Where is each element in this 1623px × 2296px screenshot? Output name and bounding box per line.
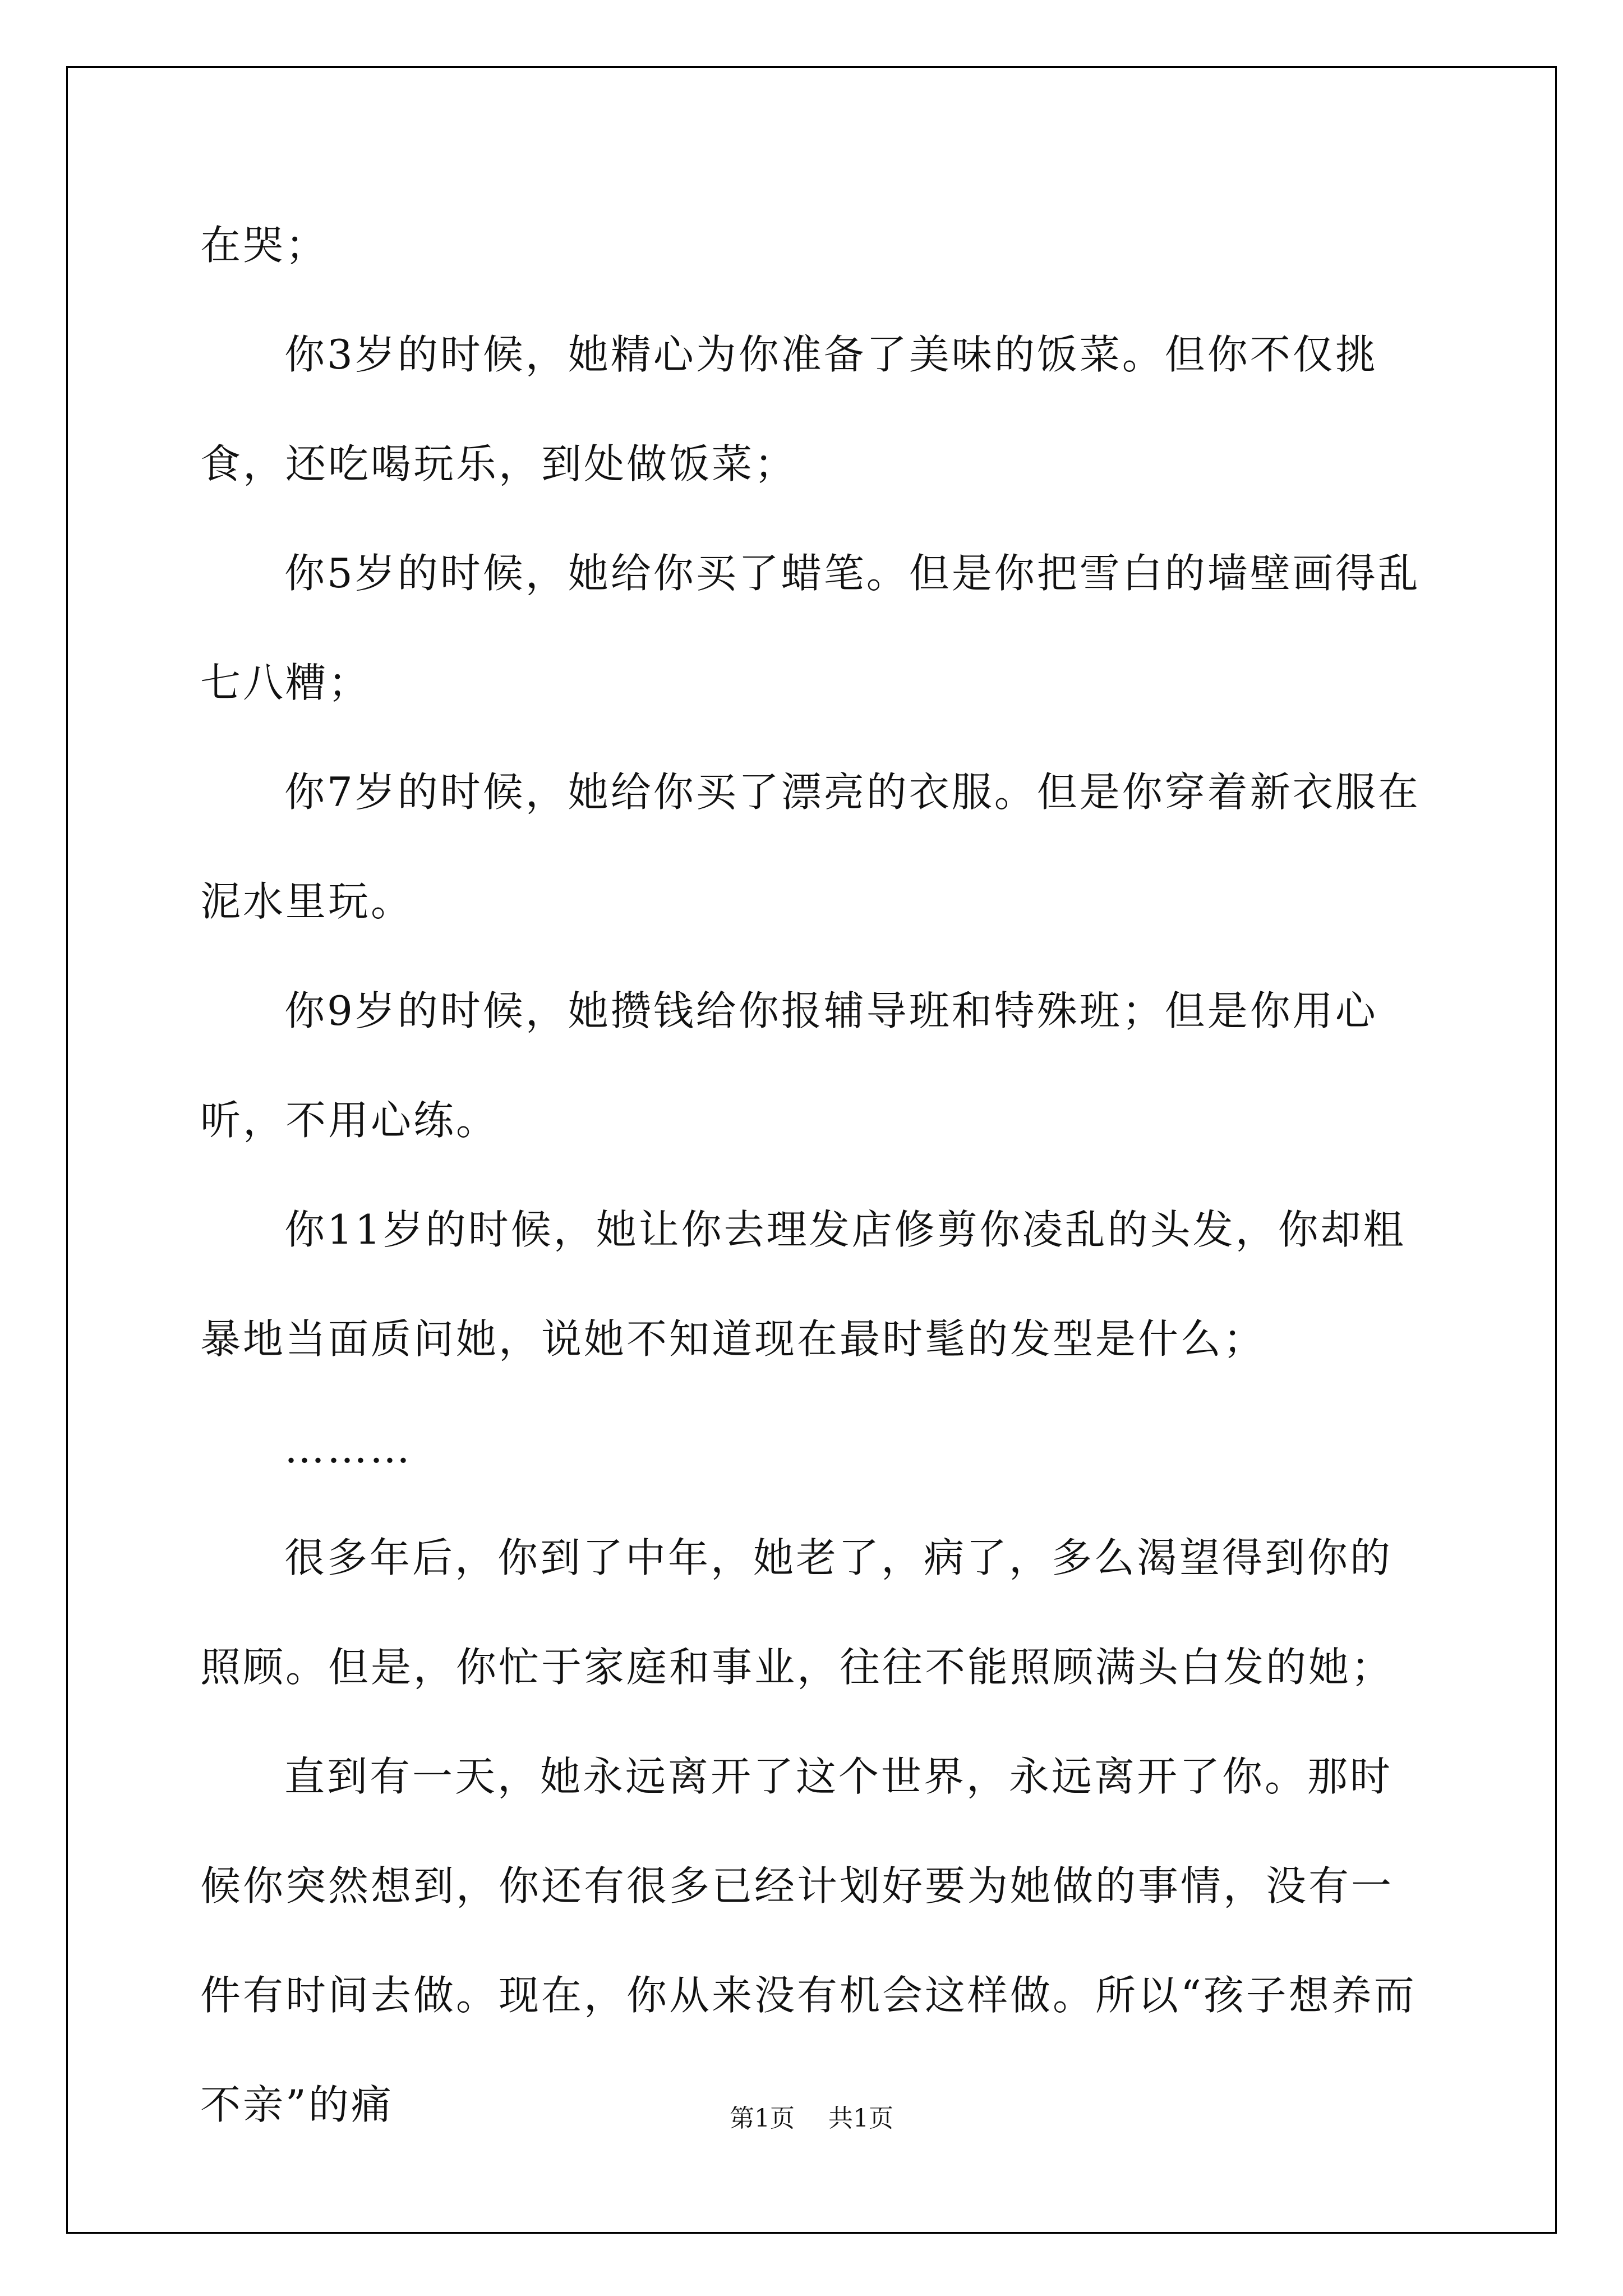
page-total: 共1页 <box>828 2104 893 2133</box>
document-body <box>200 191 1434 2160</box>
paragraph-4: 你7岁的时候，她给你买了漂亮的衣服。但是你穿着新衣服在泥水里玩。 <box>200 769 1421 925</box>
paragraph-5: 你9岁的时候，她攒钱给你报辅导班和特殊班；但是你用心听，不用心练。 <box>200 987 1378 1144</box>
paragraph-2: 你3岁的时候，她精心为你准备了美味的饭菜。但你不仅挑食，还吃喝玩乐，到处做饭菜； <box>200 331 1378 487</box>
paragraph-9: 直到有一天，她永远离开了这个世界，永远离开了你。那时候你突然想到，你还有很多已经计划好要为她做的事情，没有一件有时间去做。现在，你从来没有机会这样做。所以“孩子想养而不亲”的痛 <box>200 1753 1417 2128</box>
paragraph-ellipsis: ……… <box>284 1425 412 1472</box>
paragraph-1: 在哭； <box>200 222 329 269</box>
page-number: 第1页 <box>730 2104 795 2133</box>
paragraph-6: 你11岁的时候，她让你去理发店修剪你凌乱的头发，你却粗暴地当面质问她，说她不知道现在最时髦的发型是什么； <box>200 1206 1406 1363</box>
page-footer <box>0 2098 1623 2134</box>
paragraph-8: 很多年后，你到了中年，她老了，病了，多么渴望得到你的照顾。但是，你忙于家庭和事业，往往不能照顾满头白发的她； <box>200 1534 1394 1691</box>
paragraph-3: 你5岁的时候，她给你买了蜡笔。但是你把雪白的墙壁画得乱七八糟； <box>200 550 1421 706</box>
